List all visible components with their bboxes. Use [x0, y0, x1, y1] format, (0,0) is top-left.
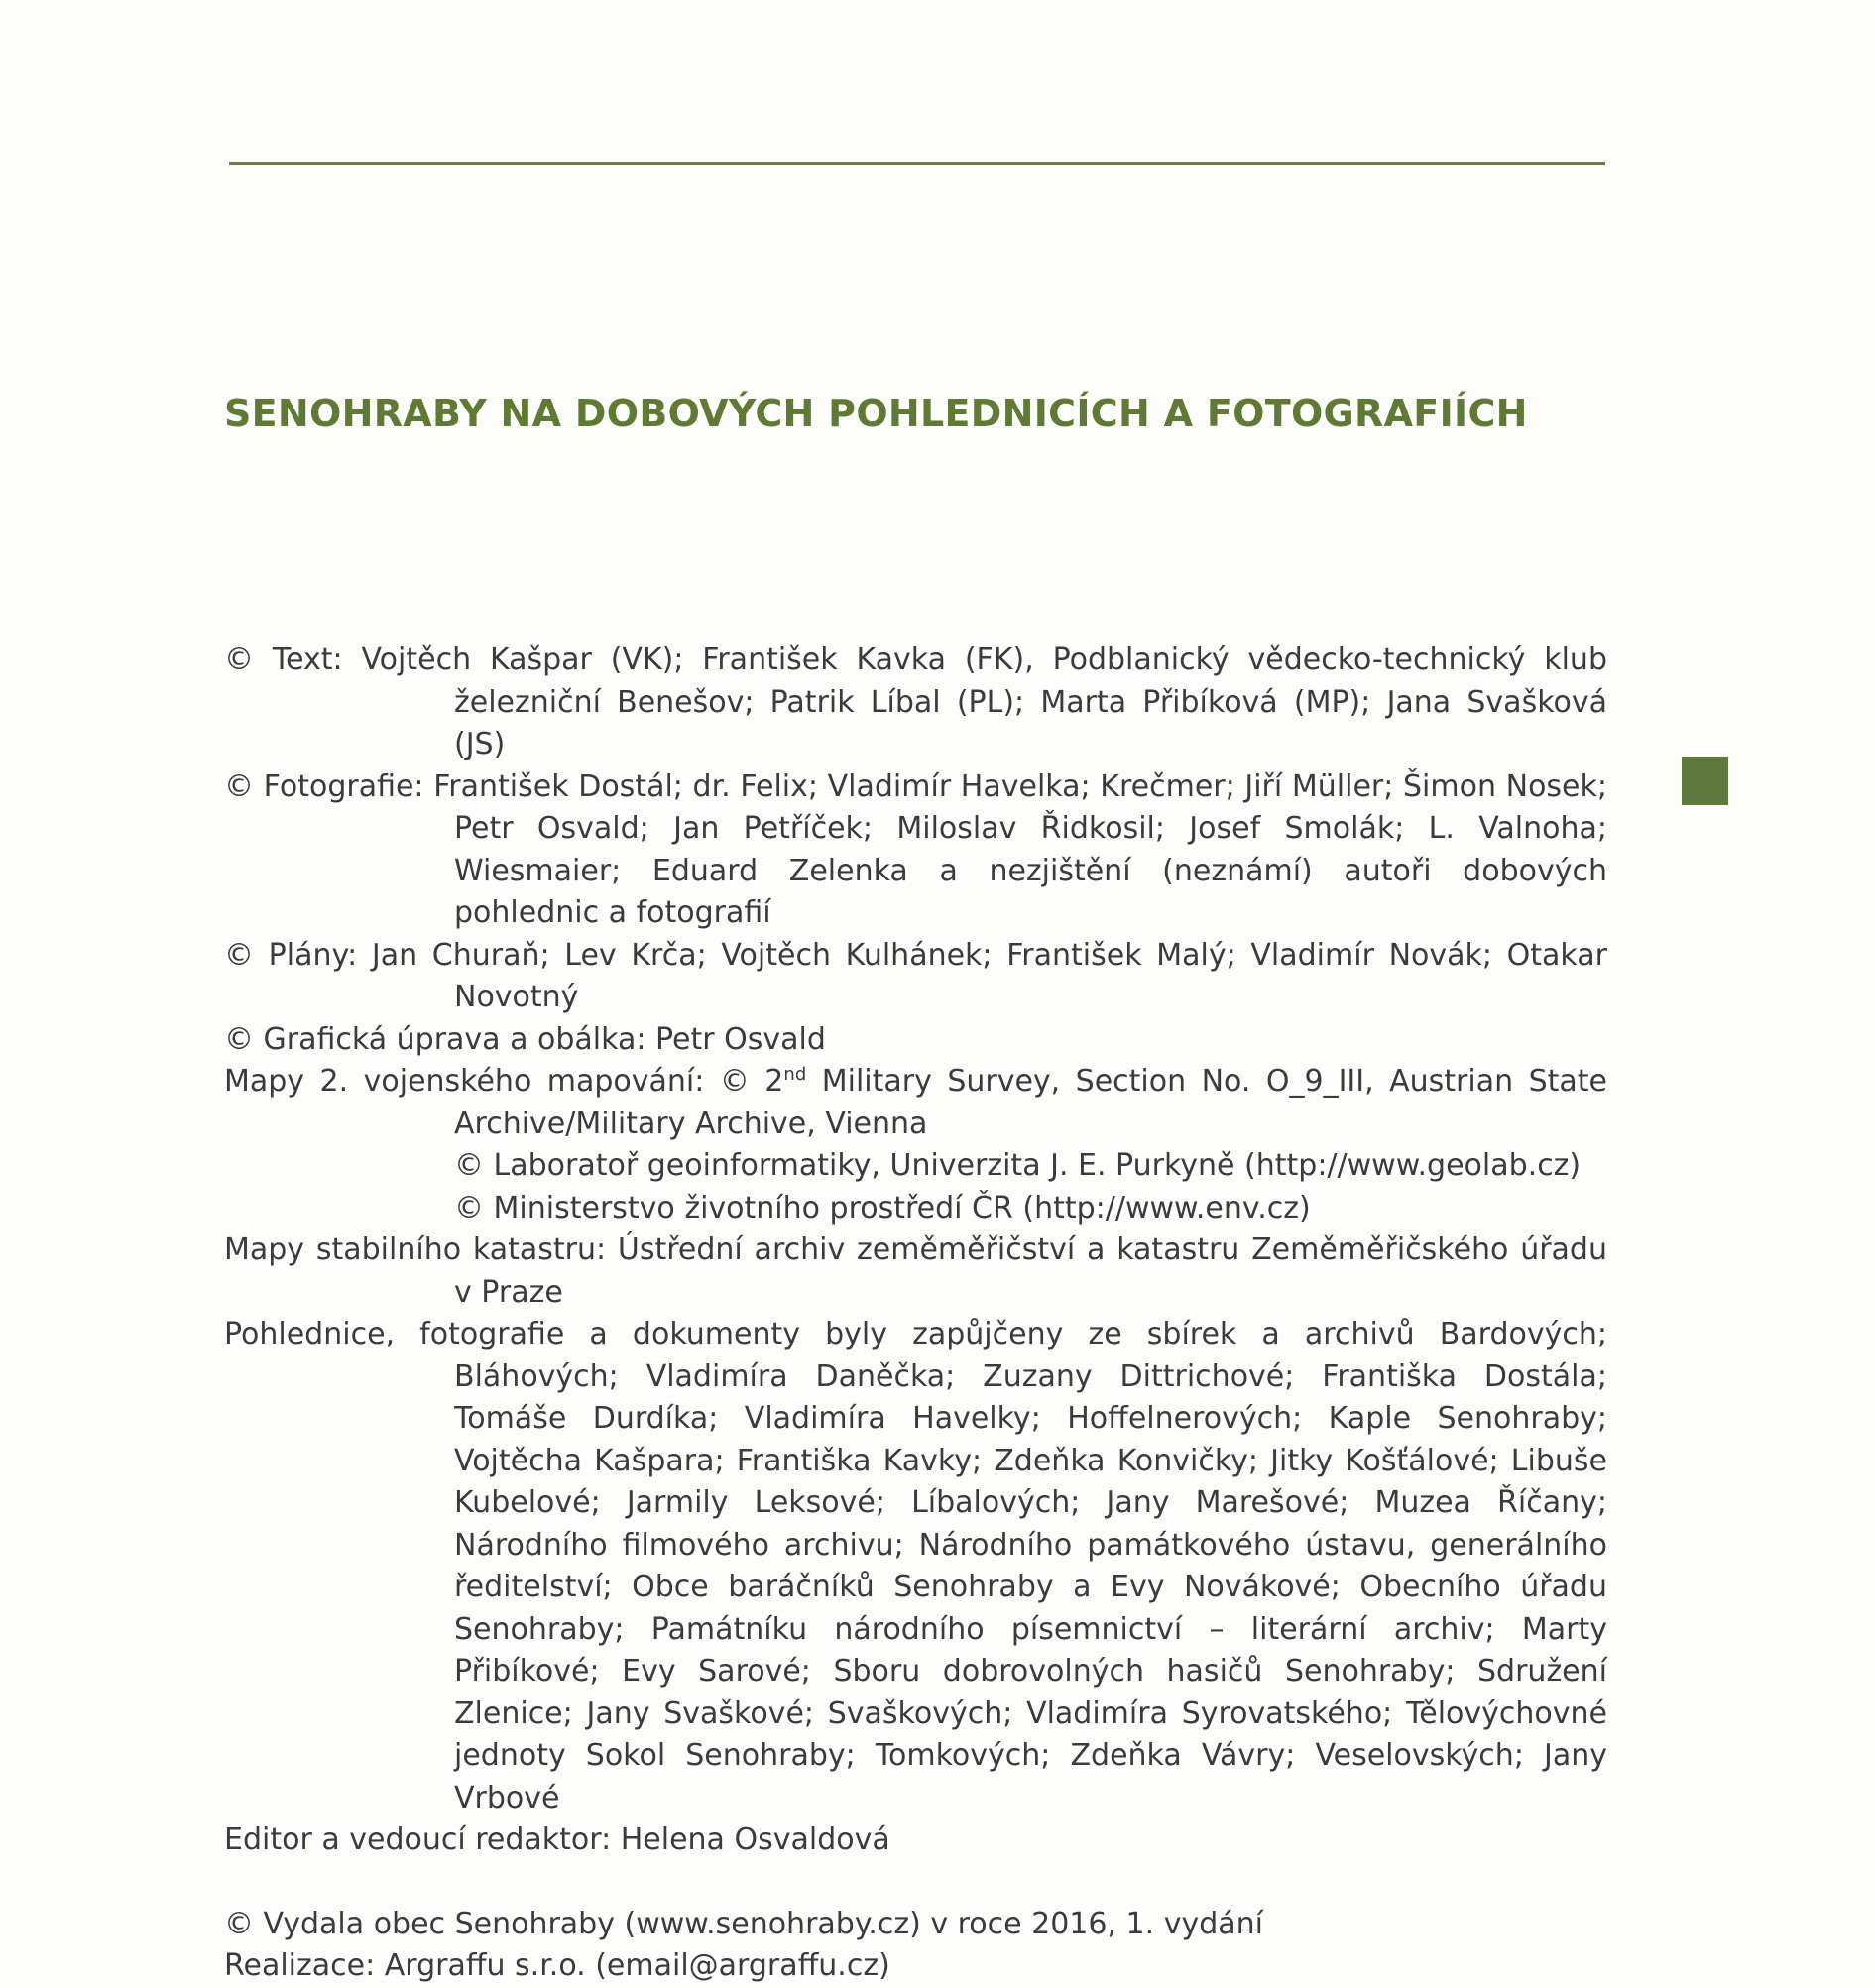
credit-military-maps-ministry [224, 1188, 1607, 1230]
credit-military-maps [224, 1061, 1607, 1145]
credit-lenders [224, 1314, 1607, 1819]
credit-cadastre-maps [224, 1229, 1607, 1314]
imprint-block [224, 1904, 1607, 1988]
credit-editor [224, 1819, 1607, 1862]
credit-value: Helena Osvaldová [620, 1822, 890, 1857]
credit-value: © Ministerstvo životního prostředí ČR (http://www.env.cz) [454, 1190, 1311, 1226]
credit-value: © Laboratoř geoinformatiky, Univerzita J. E. Purkyně (http://www.geolab.cz) [454, 1148, 1582, 1183]
credit-value: Jan Churaň; Lev Krča; Vojtěch Kulhánek; František Malý; Vladimír Novák; Otakar Novotný [371, 937, 1607, 1014]
credit-label: © Text: [224, 643, 362, 677]
ordinal-superscript: nd [783, 1064, 807, 1085]
credit-value: František Dostál; dr. Felix; Vladimír Havelka; Krečmer; Jiří Müller; Šimon Nosek; Petr Osvald; Jan Petříček; Miloslav Řidkosil; Josef Smolák; L. Valnoha; Wiesmaier; Eduard Zelenka a nezjištění (neznámí) autoři dobových pohlednic a fotografií [433, 768, 1607, 930]
credit-label: Pohlednice, fotografie a dokumenty byly zapůjčeny ze sbírek a archivů [224, 1317, 1440, 1351]
production-line: Realizace: Argraffu s.r.o. (email@argraffu.cz) [224, 1948, 890, 1983]
credit-value: Military Survey, Section No. O_9_III, Austrian State Archive/Military Archive, Vienna [454, 1064, 1608, 1141]
top-rule-divider [229, 162, 1605, 165]
credit-value: Bardových; Bláhových; Vladimíra Daněčka; Zuzany Dittrichové; Františka Dostála; Tomáše Durdíka; Vladimíra Havelky; Hoffelnerových; Kaple Senohraby; Vojtěcha Kašpara; Františka Kavky; Zdeňka Konvičky; Jitky Košťálové; Libuše Kubelové; Jarmily Leksové; Líbalových; Jany Marešové; Muzea Říčany; Národního filmového archivu; Národního památkového ústavu, generálního ředitelství; Obce baráčníků Senohraby a Evy Novákové; Obecního úřadu Senohraby; Památníku národního písemnictví – literární archiv; Marty Přibíkové; Evy Sarové; Sboru dobrovolných hasičů Senohraby; Sdružení Zlenice; Jany Svaškové; Svaškových; Vladimíra Syrovatského; Tělovýchovné jednoty Sokol Senohraby; Tomkových; Zdeňka Vávry; Veselovských; Jany Vrbové [454, 1317, 1607, 1815]
credit-value: Ústřední archiv zeměměřičství a katastru Zeměměřičského úřadu v Praze [454, 1232, 1607, 1310]
credit-design [224, 1019, 1607, 1062]
credit-label: © Fotografie: [224, 768, 434, 804]
credit-value: Petr Osvald [655, 1021, 826, 1057]
credit-label: © Grafická úprava a obálka: [224, 1021, 656, 1057]
credit-military-maps-geolab [224, 1145, 1607, 1188]
publisher-line: © Vydala obec Senohraby (www.senohraby.cz) v roce 2016, 1. vydání [224, 1906, 1263, 1941]
credit-label: Mapy stabilního katastru: [224, 1232, 618, 1267]
green-square-marker [1682, 757, 1728, 805]
credit-text-authors [224, 640, 1607, 766]
credit-label: Editor a vedoucí redaktor: [224, 1822, 621, 1857]
credit-plans [224, 935, 1607, 1019]
page-content [224, 389, 1607, 1988]
credit-value: Vojtěch Kašpar (VK); František Kavka (FK), Podblanický vědecko-technický klub železniční Benešov; Patrik Líbal (PL); Marta Přibíková (MP); Jana Svašková (JS) [361, 643, 1607, 761]
credit-label: © Plány: [224, 937, 372, 973]
credits-block [224, 640, 1607, 1862]
page-title: SENOHRABY NA DOBOVÝCH POHLEDNICÍCH A FOTOGRAFIÍCH [224, 392, 1528, 435]
credit-photographers [224, 766, 1607, 935]
credit-label: Mapy 2. vojenského mapování: © 2 [224, 1064, 784, 1099]
